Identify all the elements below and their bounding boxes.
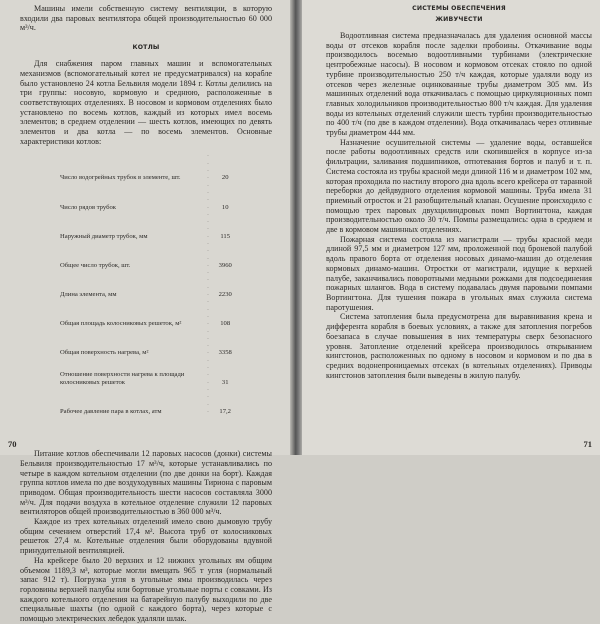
spec-row <box>60 240 240 269</box>
leader-dots: . . . . <box>207 269 211 298</box>
page-number-left: 70 <box>8 439 17 449</box>
right-page <box>302 0 600 455</box>
leader-dots: . . . . <box>207 152 211 181</box>
spec-row <box>60 211 240 240</box>
leader-dots: . . . . <box>207 210 211 239</box>
spec-value: 3358 <box>218 349 232 357</box>
paragraph-funnels: Каждое из трех котельных отделений имело свою дымовую трубу общим сечением отверстий 17,4 м². Высота труб от колосниковых решеток 27,4 м. Котельные отделения были оборудованы вдувной принудительной вентиляцией. <box>20 517 272 556</box>
spec-label: Отношение поверхности нагрева к площади колосниковых решеток <box>60 371 185 386</box>
section-heading-line2: ЖИВУЧЕСТИ <box>435 16 483 23</box>
left-page <box>0 0 294 624</box>
spec-value: 31 <box>221 378 229 386</box>
spec-value: 2230 <box>218 291 232 299</box>
spec-label: Наружный диаметр трубок, мм <box>60 232 148 240</box>
paragraph-drainage: Водоотливная система предназначалась для удаления основной массы воды от отсеков корабля после заделки пробоины. Откачивание воды производилось восемью водоотливными турбинами (электрические центробежные насосы). В носовом и кормовом отсеках стояло по одной турбине производительностью 250 т/ч каждая, которые удаляли воду из отсеков через железные оцинкованные трубы диаметром 305 мм. Из машинных отделений вода откачивалась с помощью циркуляционных помп главных холодильников производительностью 800 т/ч каждая. Для удаления воды из котельных отделений служили шесть турбин производительностью по 400 т/ч (по две в каждом отделении). Вода откачивалась через отливные трубы диаметром 444 мм. <box>326 31 592 138</box>
spec-label: Общее число трубок, шт. <box>60 261 131 269</box>
spec-label: Общая поверхность нагрева, м² <box>60 349 149 357</box>
spec-value: 115 <box>220 232 231 240</box>
boiler-specs-table <box>60 152 240 415</box>
spec-label: Число рядов трубок <box>60 203 116 211</box>
section-heading-boilers: КОТЛЫ <box>132 44 160 52</box>
spec-row <box>60 298 240 327</box>
spec-value: 3960 <box>218 261 232 269</box>
page-number-right: 71 <box>583 439 592 449</box>
leader-dots: . . . . <box>207 327 211 356</box>
spec-label: Рабочее давление пара в котлах, атм <box>60 407 162 415</box>
spec-row <box>60 182 240 211</box>
section-heading-line1: СИСТЕМЫ ОБЕСПЕЧЕНИЯ <box>412 5 506 12</box>
leader-dots: . . . . <box>207 240 211 268</box>
spec-value: 10 <box>221 203 229 211</box>
leader-dots: . . . . <box>207 385 211 414</box>
leader-dots: . . . . <box>207 356 211 385</box>
spec-label: Число водогрейных трубок в элементе, шт. <box>60 174 181 182</box>
spec-value: 17,2 <box>219 407 231 415</box>
paragraph-flooding: Система затопления была предусмотрена для выравнивания крена и дифферента корабля в боевых условиях, а также для затопления погребов боезапаса в случае повышения в них температуры сверх безопасного уровня. Затопление отделений крейсера производилось открыванием кингстонов, расположенных по одному в носовом и кормовом и по два в средних водонепроницаемых отсеках (в котельных отделениях). Приводы кингстонов затопления были выведены в жилую палубу. <box>326 312 592 380</box>
spec-label: Общая площадь колосниковых решеток, м² <box>60 320 182 328</box>
spec-row <box>60 269 240 298</box>
spec-label: Длина элемента, мм <box>60 291 117 299</box>
leader-dots: . . . . <box>207 298 211 327</box>
paragraph-ventilation: Машины имели собственную систему вентиляции, в которую входили два паровых вентилятора общей производительностью 60 000 м³/ч. <box>20 4 272 33</box>
paragraph-boilers-intro: Для снабжения паром главных машин и вспомогательных механизмов (вспомогательный котел не предусматривался) на корабле было установлено 24 котла Бельвиля модели 1894 г. Котлы делились на три группы: носовую, кормовую и среднюю, расположенные в соответствующих отделениях. В носовом и кормовом отделениях было установлено по восемь котлов, каждый из которых имел восемь элементов; в среднем отделении — шесть котлов, имеющих по девять элементов и два котла — по восемь элементов. Основные характеристики котлов: <box>20 59 272 146</box>
paragraph-fire-system: Пожарная система состояла из магистрали — трубы красной меди длиной 97,5 мм и диаметром 127 мм, проложенной под броневой палубой вдоль правого борта от отделения носовых динамо-машин до отделения кормовых динамо-машин. Отростки от магистрали, идущие к верхней палубе, заканчивались поворотными медными рожками для подсоединения пожарных шлангов. Вода в систему подавалась двумя паровыми помпами Вортингтона. Для тушения пожара в угольных ямах служила система паротушения. <box>326 234 592 312</box>
paragraph-bilge: Назначение осушительной системы — удаление воды, оставшейся после работы водоотливных средств или скопившейся в корпусе из-за фильтрации, заливания подшипников, отпотевания бортов и палуб и т. п. Система состояла из трубы красной меди длиной 116 м и диаметром 102 мм, которая проходила по настилу второго дна вдоль всего крейсера от таранной переборки до дейдвудного отделения кормовой машины. Труба имела 31 приемный отросток и 21 разобщительный клапан. Осушение происходило с помощью трех паровых двухцилиндровых помп Вортингтона, каждая производительностью около 30 т/ч. Помпы размещались: одна в среднем и две в кормовом машинных отделениях. <box>326 137 592 235</box>
spec-row <box>60 328 240 357</box>
paragraph-feed-pumps: Питание котлов обеспечивали 12 паровых насосов (донки) системы Бельвиля производительностью 17 м³/ч, которые устанавливались по четыре в каждом котельном отделении (по две донки на борт). Каждая группа котлов имела по две воздуходувных машины Тириона с паровым приводом. Общая производительность шести насосов составляла 3000 м³/ч. Для подачи воздуха в котельное отделение служили 12 паровых вентиляторов общей производительностью в 360 000 м³/ч. <box>20 449 272 517</box>
spec-row <box>60 357 240 386</box>
leader-dots: . . . . <box>207 181 211 210</box>
spec-value: 108 <box>220 320 231 328</box>
spec-row <box>60 152 240 181</box>
paragraph-coal-bunkers: На крейсере было 20 верхних и 12 нижних угольных ям общим объемом 1189,3 м³, которые могли вмещать 965 т угля (нормальный запас 912 т). Погрузка угля в угольные ямы производилась через горловины верхней палубы или бортовые угольные порты с совками. Из каждого котельного отделения на батарейную палубу выходили по две специальные шахты (по одной с каждого борта), через которые с помощью электрических лебедок удаляли шлак. <box>20 555 272 624</box>
spec-row <box>60 386 240 415</box>
spec-value: 20 <box>221 174 229 182</box>
